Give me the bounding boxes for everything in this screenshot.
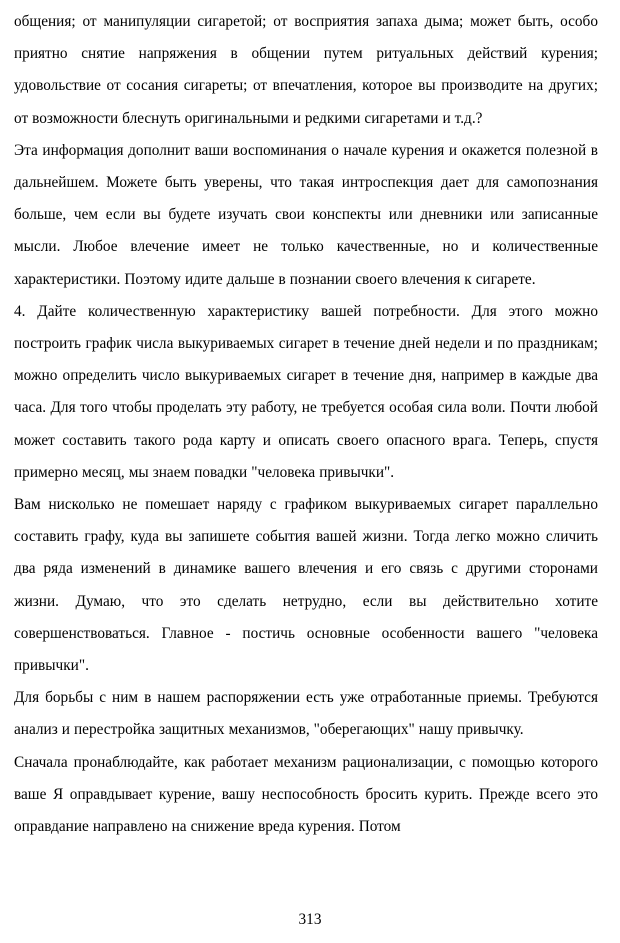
paragraph-4: Вам нисколько не помешает наряду с графиком выкуриваемых сигарет параллельно составить графу, куда вы запишете события вашей жизни. Тогда легко можно сличить два ряда изменений в динамике вашего влечения и его связь с другими сторонами жизни. Думаю, что это сделать нетрудно, если вы действительно хотите совершенствоваться. Главное - постичь основные особенности вашего "человека привычки". — [14, 496, 598, 675]
paragraph-1: общения; от манипуляции сигаретой; от восприятия запаха дыма; может быть, особо приятно снятие напряжения в общении путем ритуальных действий курения; удовольствие от сосания сигареты; от впечатления, которое вы производите на других; от возможности блеснуть оригинальными и редкими сигаретами и т.д.? — [14, 13, 598, 127]
page-number: 313 — [298, 911, 322, 928]
paragraph-3: 4. Дайте количественную характеристику вашей потребности. Для этого можно построить график числа выкуриваемых сигарет в течение дней недели и по праздникам; можно определить число выкуриваемых сигарет в течение дня, например в каждые два часа. Для того чтобы проделать эту работу, не требуется особая сила воли. Почти любой может составить такого рода карту и описать своего опасного врага. Теперь, спустя примерно месяц, мы знаем повадки "человека привычки". — [14, 302, 598, 481]
paragraph-5: Для борьбы с ним в нашем распоряжении есть уже отработанные приемы. Требуются анализ и перестройка защитных механизмов, "оберегающих" нашу привычку. — [14, 689, 598, 739]
paragraph-2: Эта информация дополнит ваши воспоминания о начале курения и окажется полезной в дальнейшем. Можете быть уверены, что такая интроспекция дает для самопознания больше, чем если вы будете изучать свои конспекты или дневники или записанные мысли. Любое влечение имеет не только качественные, но и количественные характеристики. Поэтому идите дальше в познании своего влечения к сигарете. — [14, 141, 598, 288]
paragraph-6: Сначала пронаблюдайте, как работает механизм рационализации, с помощью которого ваше Я оправдывает курение, вашу неспособность бросить курить. Прежде всего это оправдание направлено на снижение вреда курения. Потом — [14, 753, 598, 836]
